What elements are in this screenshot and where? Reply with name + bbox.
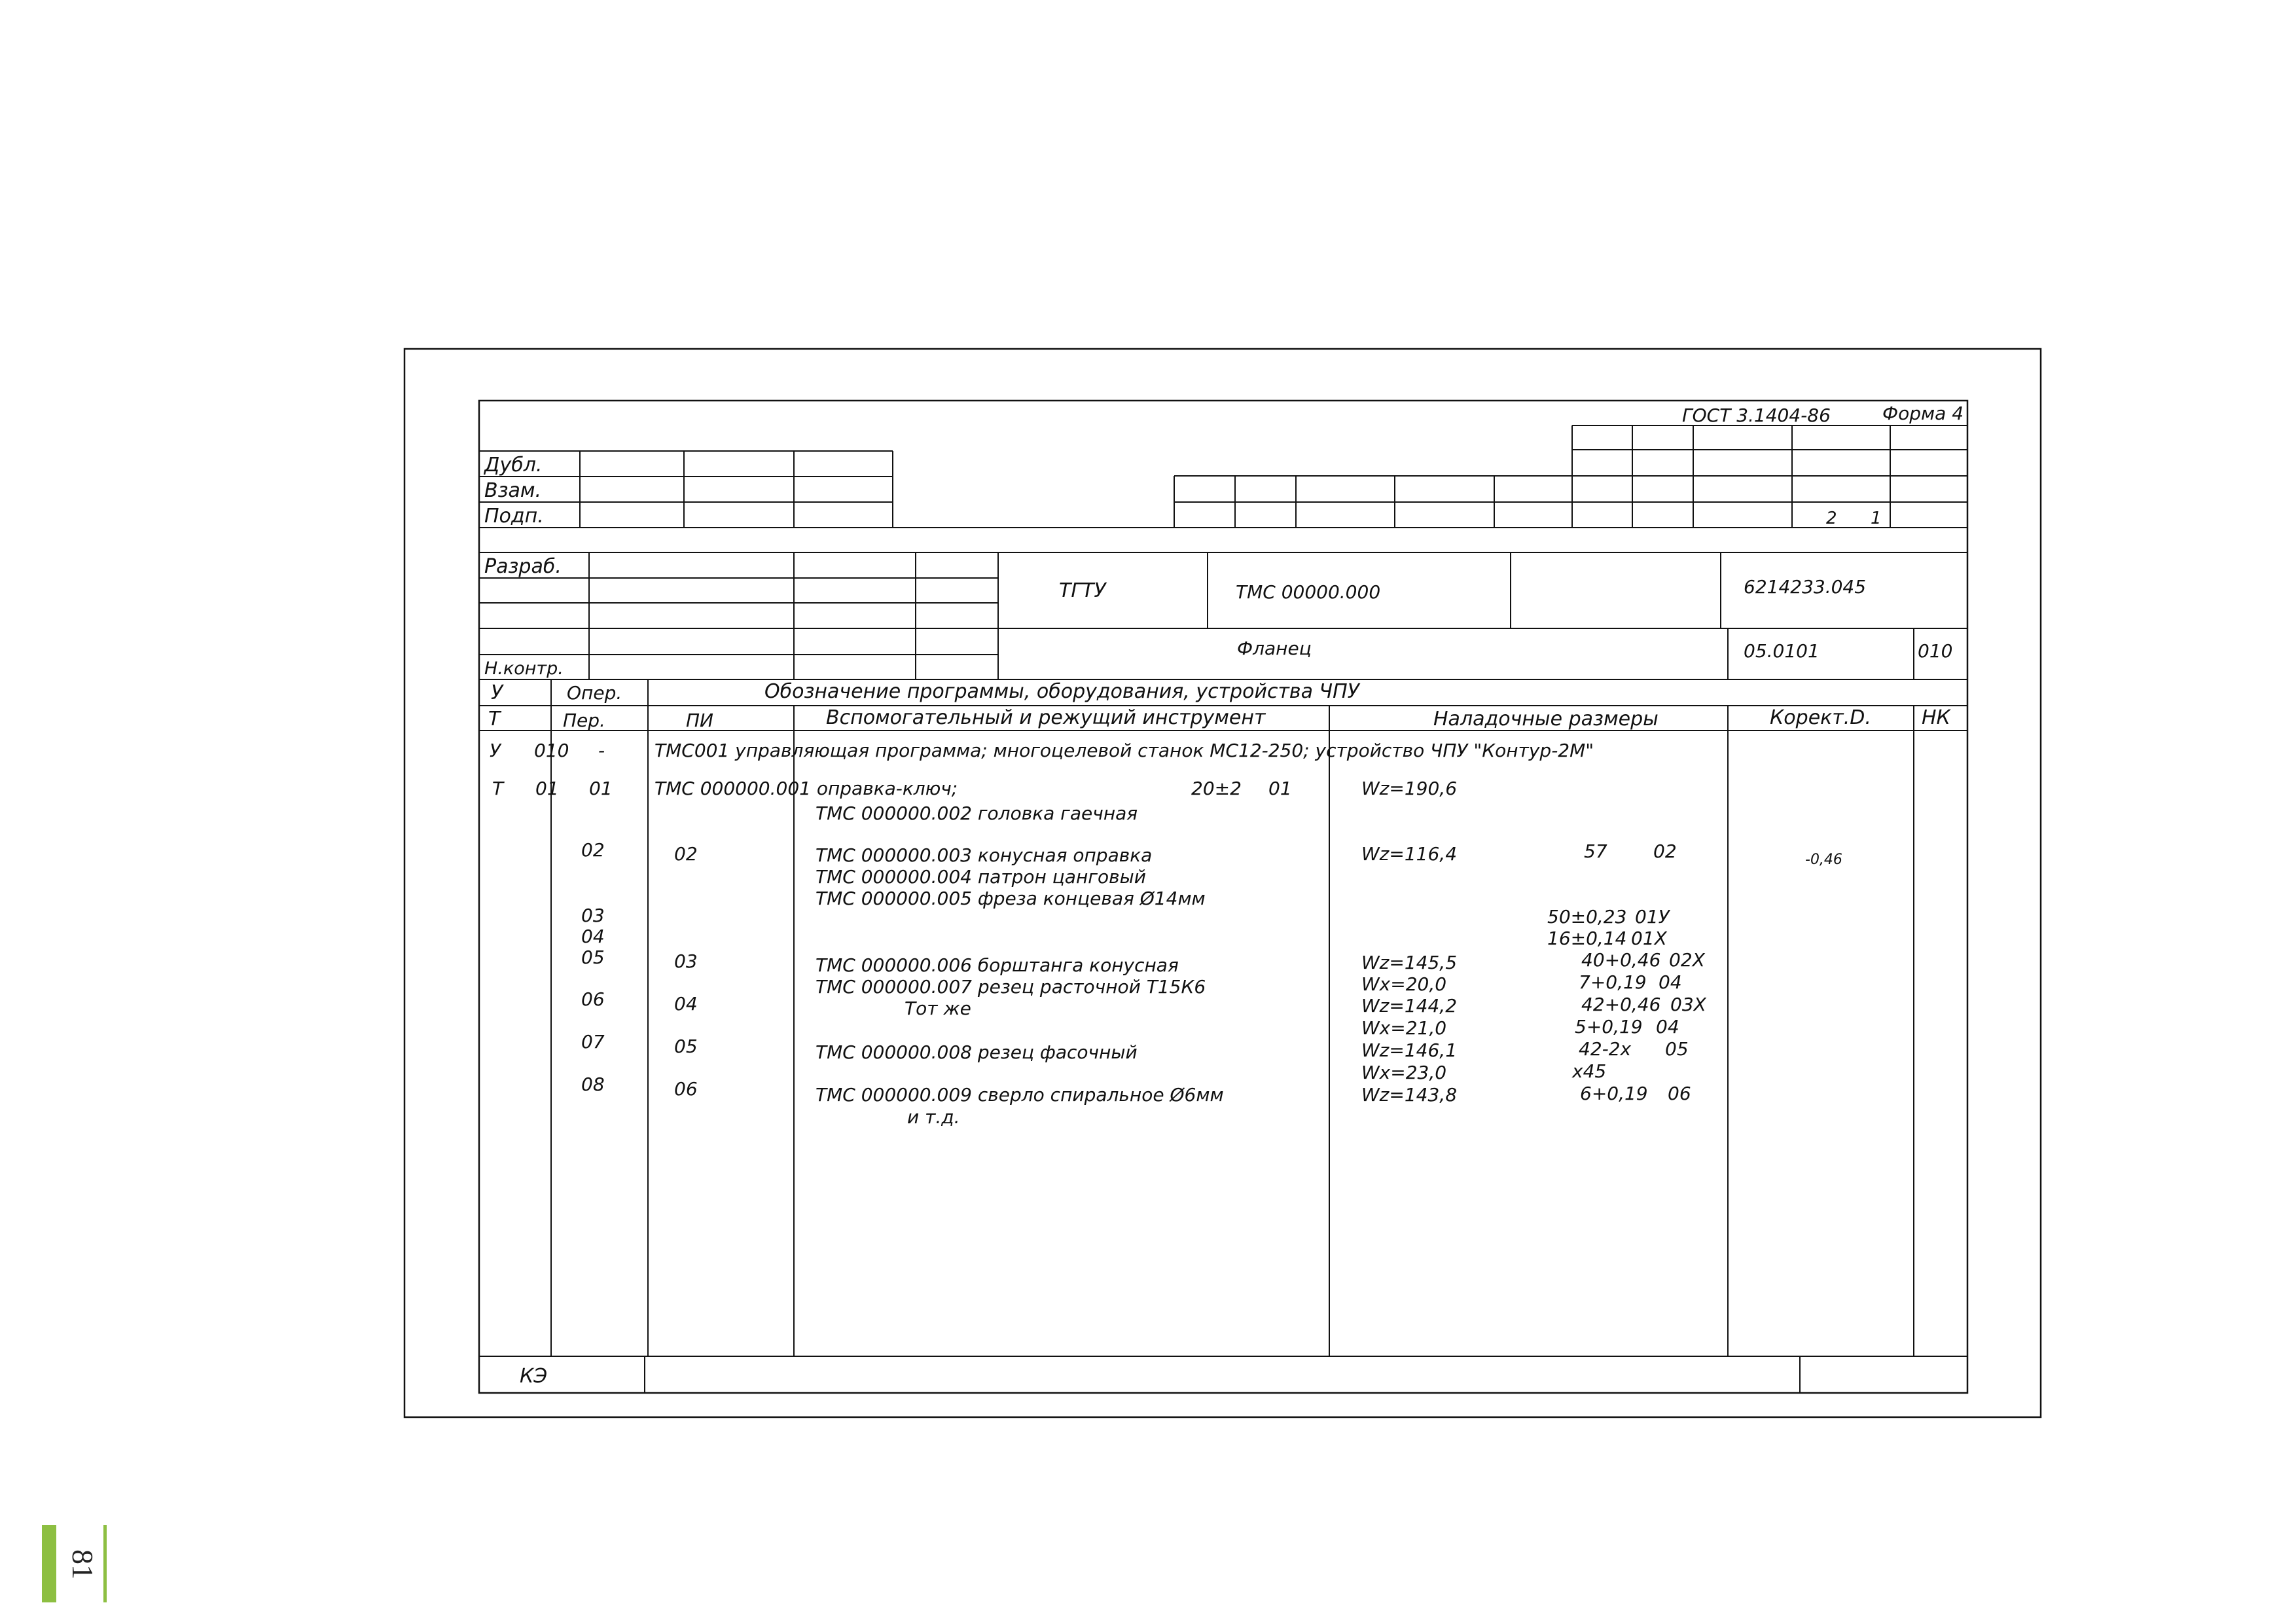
dim-code: 04 — [1659, 971, 1682, 993]
setup-value: Wz=145,5 — [1361, 952, 1458, 973]
setup-value: Wx=20,0 — [1361, 973, 1447, 995]
tool-line: ТМС 000000.004 патрон цанговый — [816, 866, 1146, 888]
tline-code: 01 — [1268, 778, 1292, 799]
tline-a: 01 — [535, 778, 559, 799]
tline-dim: 20±2 — [1191, 778, 1242, 799]
pi-value: 05 — [674, 1036, 698, 1057]
dim-value: 6+0,19 — [1580, 1083, 1648, 1104]
ke-label: КЭ — [520, 1365, 548, 1388]
page-number-tab — [38, 1525, 109, 1602]
pi-value: 02 — [674, 843, 698, 865]
accent-bar-left — [42, 1525, 56, 1602]
dim-value: 42-2х — [1579, 1038, 1632, 1060]
tline-setup: Wz=190,6 — [1361, 778, 1458, 799]
tool-line: Тот же — [905, 998, 971, 1019]
col-t: Т — [488, 708, 501, 731]
per-value: 05 — [581, 947, 605, 968]
setup-value: Wx=23,0 — [1361, 1062, 1447, 1083]
pi-value: 03 — [674, 950, 698, 972]
tool-line: ТМС 000000.002 головка гаечная — [816, 803, 1138, 824]
dim-code: 01У — [1635, 906, 1670, 928]
page-number: 81 — [66, 1549, 99, 1579]
program-dash: - — [598, 740, 605, 761]
dim-code: 05 — [1665, 1038, 1689, 1060]
per-value: 07 — [581, 1031, 605, 1053]
form-label: Форма 4 — [1882, 403, 1964, 424]
dim-value: 50±0,23 — [1547, 906, 1627, 928]
setup-value: Wz=143,8 — [1361, 1084, 1458, 1106]
per-value: 04 — [581, 926, 605, 947]
col-setup: Наладочные размеры — [1433, 708, 1659, 731]
dim-code: 01Х — [1631, 928, 1667, 949]
tool-line: ТМС 000000.006 борштанга конусная — [816, 954, 1179, 976]
tline-text: ТМС 000000.001 оправка-ключ; — [655, 778, 958, 799]
per-value: 02 — [581, 839, 605, 861]
per-value: 03 — [581, 905, 605, 926]
program-line: ТМС001 управляющая программа; многоцелевой станок МС12-250; устройство ЧПУ "Контур-2М" — [655, 740, 1594, 761]
dim-value: 7+0,19 — [1579, 971, 1647, 993]
dim-value: х45 — [1572, 1060, 1607, 1082]
detail-name: Фланец — [1237, 638, 1312, 659]
col-program: Обозначение программы, оборудования, устройства ЧПУ — [764, 680, 1359, 703]
col-tools: Вспомогательный и режущий инструмент — [826, 706, 1266, 729]
operation-number: 010 — [1918, 640, 1953, 662]
tool-line: ТМС 000000.003 конусная оправка — [816, 844, 1153, 866]
col-per: Пер. — [563, 710, 605, 731]
dim-code: 06 — [1668, 1083, 1691, 1104]
correction-value: -0,46 — [1805, 852, 1842, 868]
podp-label: Подп. — [484, 505, 544, 528]
tool-line: ТМС 000000.007 резец расточной Т15К6 — [816, 976, 1206, 998]
setup-value: Wz=144,2 — [1361, 995, 1458, 1017]
tline-b: 01 — [589, 778, 613, 799]
detail-code: 6214233.045 — [1744, 576, 1867, 598]
per-value: 06 — [581, 988, 605, 1010]
program-op: 010 — [534, 740, 569, 761]
dim-code: 02Х — [1669, 949, 1705, 971]
sheet-number: 1 — [1871, 509, 1882, 528]
dim-code: 04 — [1656, 1016, 1679, 1038]
dim-code: 03Х — [1670, 994, 1706, 1015]
form-grid — [479, 425, 1967, 1393]
vzam-label: Взам. — [484, 479, 542, 502]
org-name: ТГТУ — [1059, 579, 1106, 602]
razrab-label: Разраб. — [484, 555, 562, 578]
per-value: 08 — [581, 1074, 605, 1095]
outer-frame — [404, 349, 2041, 1417]
program-u: У — [490, 740, 501, 761]
col-oper: Опер. — [567, 682, 622, 704]
form-frame — [479, 401, 1967, 1393]
col-u: У — [491, 681, 503, 704]
dim-value: 5+0,19 — [1575, 1016, 1643, 1038]
dubl-label: Дубл. — [484, 454, 543, 477]
dim-value: 16±0,14 — [1547, 928, 1627, 949]
setup-value: Wz=146,1 — [1361, 1039, 1458, 1061]
col-nk: НК — [1922, 706, 1950, 729]
dim-value: 42+0,46 — [1581, 994, 1661, 1015]
shop-code: 05.0101 — [1744, 640, 1820, 662]
col-pi: ПИ — [686, 710, 713, 731]
tool-line: ТМС 000000.009 сверло спиральное Ø6мм — [816, 1084, 1224, 1106]
dim-value: 40+0,46 — [1581, 949, 1661, 971]
pi-value: 06 — [674, 1078, 698, 1100]
pi-value: 04 — [674, 993, 698, 1015]
setup-value: Wz=116,4 — [1361, 843, 1458, 865]
sheet-total: 2 — [1826, 509, 1837, 528]
tool-line: ТМС 000000.008 резец фасочный — [816, 1041, 1138, 1063]
document-code: ТМС 00000.000 — [1236, 581, 1381, 603]
nkontr-label: Н.контр. — [484, 659, 564, 679]
gost-label: ГОСТ 3.1404-86 — [1682, 405, 1831, 426]
col-korr: Корект.D. — [1770, 706, 1871, 729]
dim-value: 57 — [1584, 840, 1607, 862]
tool-line: ТМС 000000.005 фреза концевая Ø14мм — [816, 888, 1206, 909]
accent-bar-right — [103, 1525, 107, 1602]
setup-value: Wx=21,0 — [1361, 1017, 1447, 1039]
tline-t: Т — [492, 778, 504, 799]
dim-code: 02 — [1653, 840, 1677, 862]
tool-line: и т.д. — [907, 1106, 960, 1128]
